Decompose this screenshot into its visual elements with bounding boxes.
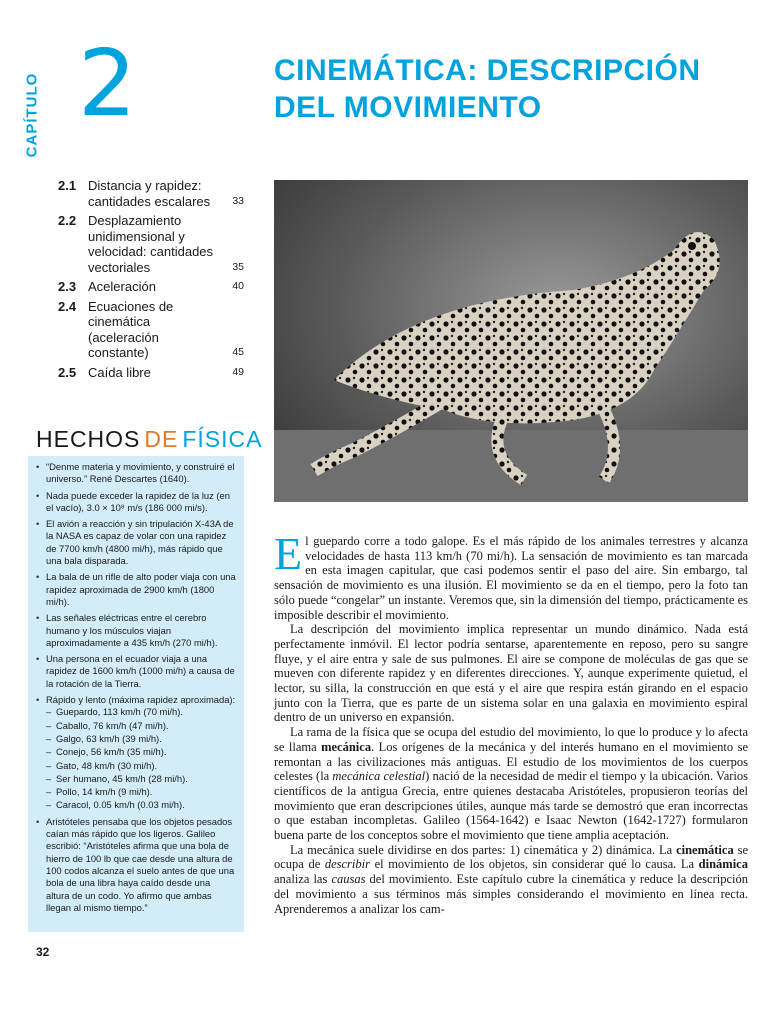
speed-item: – Caballo, 76 km/h (47 mi/h). [46,720,236,732]
fact-item: • Las señales eléctricas entre el cerebro humano y los músculos viajan aproximadamente a 435 km/h (270 mi/h). [36,612,236,649]
toc-title: Aceleración [88,279,156,294]
speed-item: – Pollo, 14 km/h (9 mi/h). [46,786,236,798]
chapter-number: 2 [78,30,137,137]
fact-item: • Una persona en el ecuador viaja a una rapidez de 1600 km/h (1000 mi/h) a causa de la rotación de la Tierra. [36,653,236,690]
chapter-title-line-2: DEL MOVIMIENTO [274,91,542,124]
toc-title: Caída libre [88,364,151,380]
toc-number: 2.2 [58,213,77,228]
fact-item: • El avión a reacción y sin tripulación X-43A de la NASA es capaz de volar con una rapidez de 7700 km/h (4800 mi/h), más rápido que una bala disparada. [36,518,236,567]
toc-item[interactable] [58,365,248,381]
fact-item: • Nada puede exceder la rapidez de la luz (en el vacío), 3.0 × 10⁸ m/s (186 000 mi/s). [36,490,236,515]
toc-page: 35 [232,260,244,273]
toc-number: 2.1 [58,178,77,193]
toc-title: Desplazamiento unidimensional y velocidad: cantidades vectoriales [88,213,214,275]
paragraph: La rama de la física que se ocupa del estudio del movimiento, lo que lo produce y lo afecta se llama mecánica. Los orígenes de la mecánica y del interés humano en el movimiento se remontan a las civilizaciones más antiguas. El estudio de los movimientos de los cuerpos celestes (la mecánica celestial) nació de la necesidad de medir el tiempo y la ubicación. Varios científicos de la antigua Grecia, entre quienes destacaba Aristóteles, propusieron teorías del movimiento que eran descripciones útiles, aunque más tarde se demostró que eran incorrectas o que estaban incompletas. Galileo (1564-1642) e Isaac Newton (1642-1727) formularon buena parte de los conceptos sobre el movimiento que tiene amplia aceptación. [274,725,748,843]
fact-item: • Rápido y lento (máxima rapidez aproximada): – Guepardo, 113 km/h (70 mi/h). – Caballo, 76 km/h (47 mi/h). – Galgo, 63 km/h (39 mi/h). – Conejo, 56 km/h (35 mi/h). – Gato, 48 km/h (30 mi/h). – Ser humano, 45 km/h (28 mi/h). – Pollo, 14 km/h (9 mi/h). – Caracol, 0.05 km/h (0.03 mi/h). [36,694,236,812]
toc-item[interactable] [58,178,248,209]
speed-item: – Ser humano, 45 km/h (28 mi/h). [46,773,236,785]
page-number: 32 [36,945,50,959]
toc-number: 2.4 [58,298,77,314]
toc-item[interactable] [58,299,248,361]
drop-cap: E [274,528,303,579]
toc-number: 2.5 [58,364,77,380]
fact-item: • La bala de un rifle de alto poder viaja con una rapidez aproximada de 2900 km/h (1800 mi/h). [36,571,236,608]
speed-item: – Conejo, 56 km/h (35 mi/h). [46,746,236,758]
toc-number: 2.3 [58,279,77,294]
chapter-label: CAPÍTULO [23,72,41,158]
facts-heading: HECHOS DE FÍSICA [36,426,263,452]
toc-page: 33 [232,194,244,207]
physics-facts-box [28,456,244,932]
chapter-title [274,52,744,126]
table-of-contents [58,178,248,384]
toc-item[interactable] [58,279,248,295]
speed-item: – Galgo, 63 km/h (39 mi/h). [46,733,236,745]
toc-title: Distancia y rapidez: cantidades escalares [88,178,211,209]
cheetah-photo [274,180,748,502]
toc-item[interactable] [58,213,248,275]
speed-item: – Guepardo, 113 km/h (70 mi/h). [46,706,236,718]
toc-page: 49 [232,365,244,378]
toc-title: Ecuaciones de cinemática (aceleración constante) [88,298,174,360]
speed-list [46,706,236,811]
chapter-title-line-1: CINEMÁTICA: DESCRIPCIÓN [274,54,701,87]
toc-page: 40 [232,280,244,292]
fact-item: • Aristóteles pensaba que los objetos pesados caían más rápido que los ligeros. Galileo escribió: “Aristóteles afirma que una bola de hierro de 100 lb que cae desde una altura de 100 codos alcanza el suelo antes de que una bola de una libra haya caído desde una altura de un codo. Yo afirmo que ambas llegan al mismo tiempo.” [36,816,236,914]
speed-item: – Gato, 48 km/h (30 mi/h). [46,760,236,772]
paragraph: La mecánica suele dividirse en dos partes: 1) cinemática y 2) dinámica. La cinemática se ocupa de describir el movimiento de los objetos, sin considerar qué lo causa. La dinámica analiza las causas del movimiento. Este capítulo cubre la cinemática y reduce la descripción del movimiento a sus términos más simples considerando el movimiento en línea recta. Aprenderemos a analizar los cam- [274,842,749,916]
toc-page: 45 [232,346,244,358]
speed-item: – Caracol, 0.05 km/h (0.03 mi/h). [46,799,236,811]
cheetah-illustration [274,180,748,502]
paragraph: El guepardo corre a todo galope. Es el más rápido de los animales terrestres y alcanza velocidades de hasta 113 km/h (70 mi/h). La sensación de movimiento es tan marcada en esta imagen capitular, que casi podemos sentir el paso del aire. Sin embargo, tal sensación de movimiento es una ilusión. El movimiento se da en el tiempo, pero la foto tan sólo puede “congelar” un instante. Veremos que, sin la dimensión del tiempo, prácticamente es imposible describir el movimiento. [274,528,748,622]
body-text [274,528,749,916]
paragraph: La descripción del movimiento implica representar un mundo dinámico. Nada está perfectamente inmóvil. El lector podría sentarse, aparentemente en reposo, pero su sangre fluye, y el aire entra y sale de sus pulmones. El aire se compone de moléculas de gas que se mueven con diferente rapidez y en diferentes direcciones. Y, aunque experimente quietud, el lector, su silla, la construcción en que está y el aire que respira están girando en el espacio junto con la Tierra, que es parte de un sistema solar en una galaxia en movimiento espiral dentro de un universo en expansión. [274,622,748,725]
fact-item: • “Denme materia y movimiento, y construiré el universo.” René Descartes (1640). [36,461,236,486]
